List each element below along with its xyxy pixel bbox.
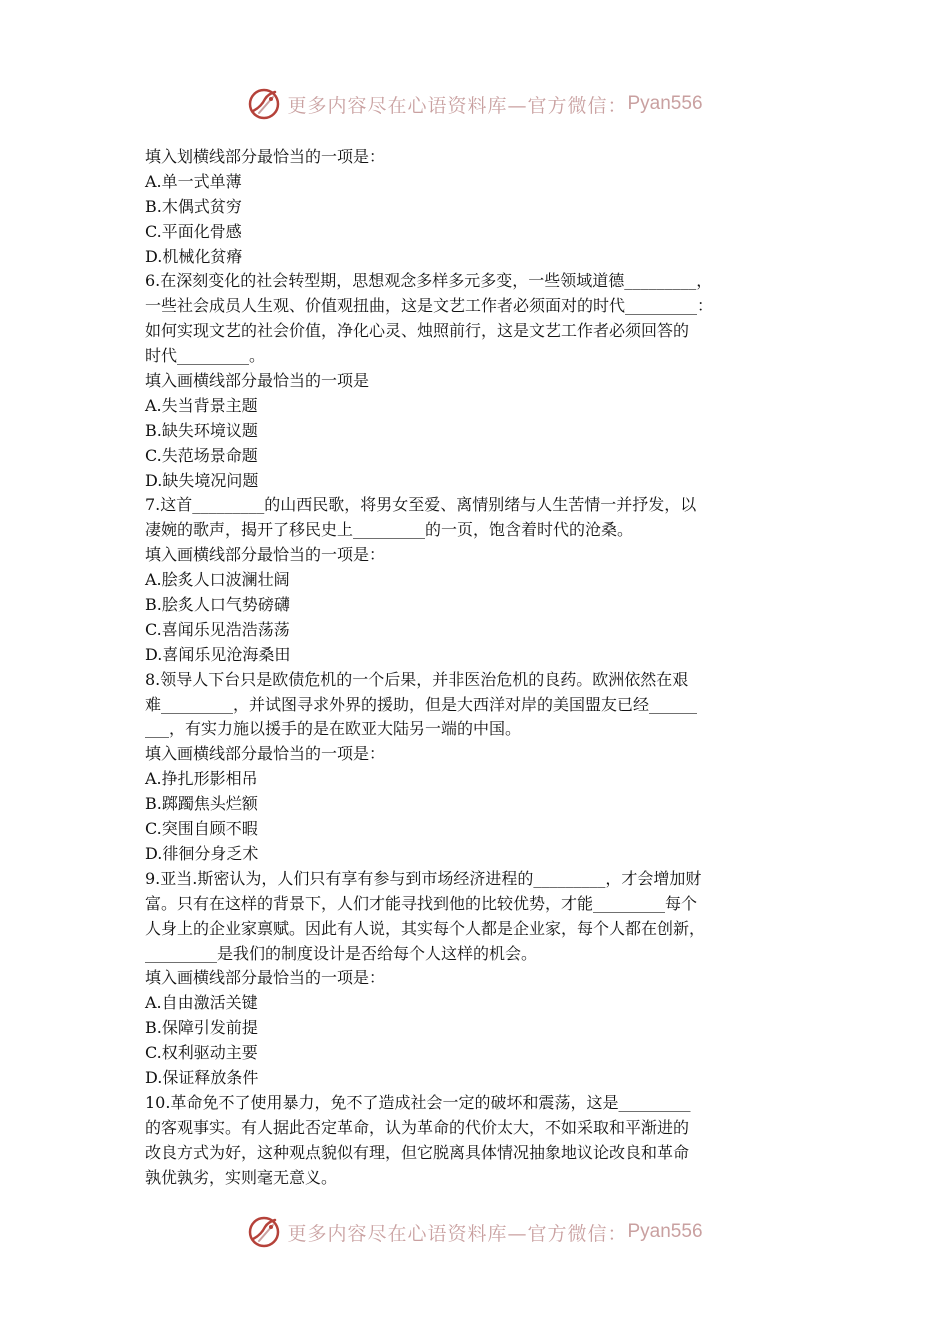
text-line: 改良方式为好，这种观点貌似有理，但它脱离具体情况抽象地议论改良和革命 <box>145 1142 690 1162</box>
text-line: 填入划横线部分最恰当的一项是： <box>145 147 386 166</box>
text-line: 10.革命免不了使用暴力，免不了造成社会一定的破坏和震荡，这是_________ <box>145 1092 691 1112</box>
footer-banner-contact: Pyan556 <box>627 1221 703 1242</box>
text-line: D.缺失境况问题 <box>145 470 259 490</box>
text-line: 孰优孰劣，实则毫无意义。 <box>145 1167 338 1187</box>
header-banner-contact: Pyan556 <box>627 93 703 114</box>
text-line: 8.领导人下台只是欧债危机的一个后果，并非医治危机的良药。欧洲依然在艰 <box>145 669 689 689</box>
text-line: B.缺失环境议题 <box>145 420 258 440</box>
footer-banner <box>0 1210 950 1254</box>
text-line: D.机械化贫瘠 <box>145 246 243 266</box>
text-line: 9.亚当.斯密认为，人们只有享有参与到市场经济进程的_________，才会增加财 <box>145 868 702 888</box>
text-line: 时代_________。 <box>145 346 266 366</box>
footer-banner-text: 更多内容尽在心语资料库—官方微信： <box>287 1222 628 1245</box>
text-line: B.木偶式贫穷 <box>145 196 242 216</box>
text-line: 如何实现文艺的社会价值，净化心灵、烛照前行，这是文艺工作者必须回答的 <box>145 321 690 341</box>
text-line: ___，有实力施以援手的是在欧亚大陆另一端的中国。 <box>145 719 522 739</box>
text-line: A.挣扎形影相吊 <box>145 769 258 789</box>
text-line: B.踯躅焦头烂额 <box>145 794 258 814</box>
text-line: 一些社会成员人生观、价值观扭曲，这是文艺工作者必须面对的时代_________： <box>145 296 714 316</box>
text-line: A.脍炙人口波澜壮阔 <box>145 570 290 590</box>
header-banner <box>0 82 950 126</box>
pen-logo-icon <box>247 87 281 121</box>
text-line: 6.在深刻变化的社会转型期，思想观念多样多元多变，一些领域道德_________， <box>145 271 713 291</box>
text-line: 富。只有在这样的背景下，人们才能寻找到他的比较优势，才能_________每个 <box>145 893 698 913</box>
text-line: A.自由激活关键 <box>145 993 258 1013</box>
text-line: D.喜闻乐见沧海桑田 <box>145 644 291 664</box>
text-line: 难_________，并试图寻求外界的援助，但是大西洋对岸的美国盟友已经______ <box>145 694 698 714</box>
text-line: D.徘徊分身乏术 <box>145 843 259 863</box>
text-line: A.单一式单薄 <box>145 171 242 191</box>
text-line: 人身上的企业家禀赋。因此有人说，其实每个人都是企业家，每个人都在创新， <box>145 918 706 938</box>
text-line: 凄婉的歌声，揭开了移民史上_________的一页，饱含着时代的沧桑。 <box>145 520 634 540</box>
text-line: 填入画横线部分最恰当的一项是： <box>145 744 386 764</box>
document-body <box>145 145 813 1190</box>
text-line: C.平面化骨感 <box>145 221 242 241</box>
text-line: 填入画横线部分最恰当的一项是 <box>145 371 370 391</box>
text-line: C.失范场景命题 <box>145 445 258 465</box>
text-line: 填入画横线部分最恰当的一项是： <box>145 545 386 565</box>
pen-logo-icon <box>247 1215 281 1249</box>
text-line: 的客观事实。有人据此否定革命，认为革命的代价太大，不如采取和平渐进的 <box>145 1117 690 1137</box>
text-line: B.脍炙人口气势磅礴 <box>145 595 290 615</box>
text-line: B.保障引发前提 <box>145 1018 258 1038</box>
text-line: C.权利驱动主要 <box>145 1043 258 1063</box>
header-banner-text: 更多内容尽在心语资料库—官方微信： <box>287 94 628 117</box>
text-line: 7.这首_________的山西民歌，将男女至爱、离情别绪与人生苦情一并抒发，以 <box>145 495 697 515</box>
text-line: _________是我们的制度设计是否给每个人这样的机会。 <box>145 943 538 963</box>
text-line: C.喜闻乐见浩浩荡荡 <box>145 619 290 639</box>
text-line: D.保证释放条件 <box>145 1067 259 1087</box>
text-line: C.突围自顾不暇 <box>145 819 258 839</box>
text-line: A.失当背景主题 <box>145 395 258 415</box>
text-line: 填入画横线部分最恰当的一项是： <box>145 968 386 988</box>
